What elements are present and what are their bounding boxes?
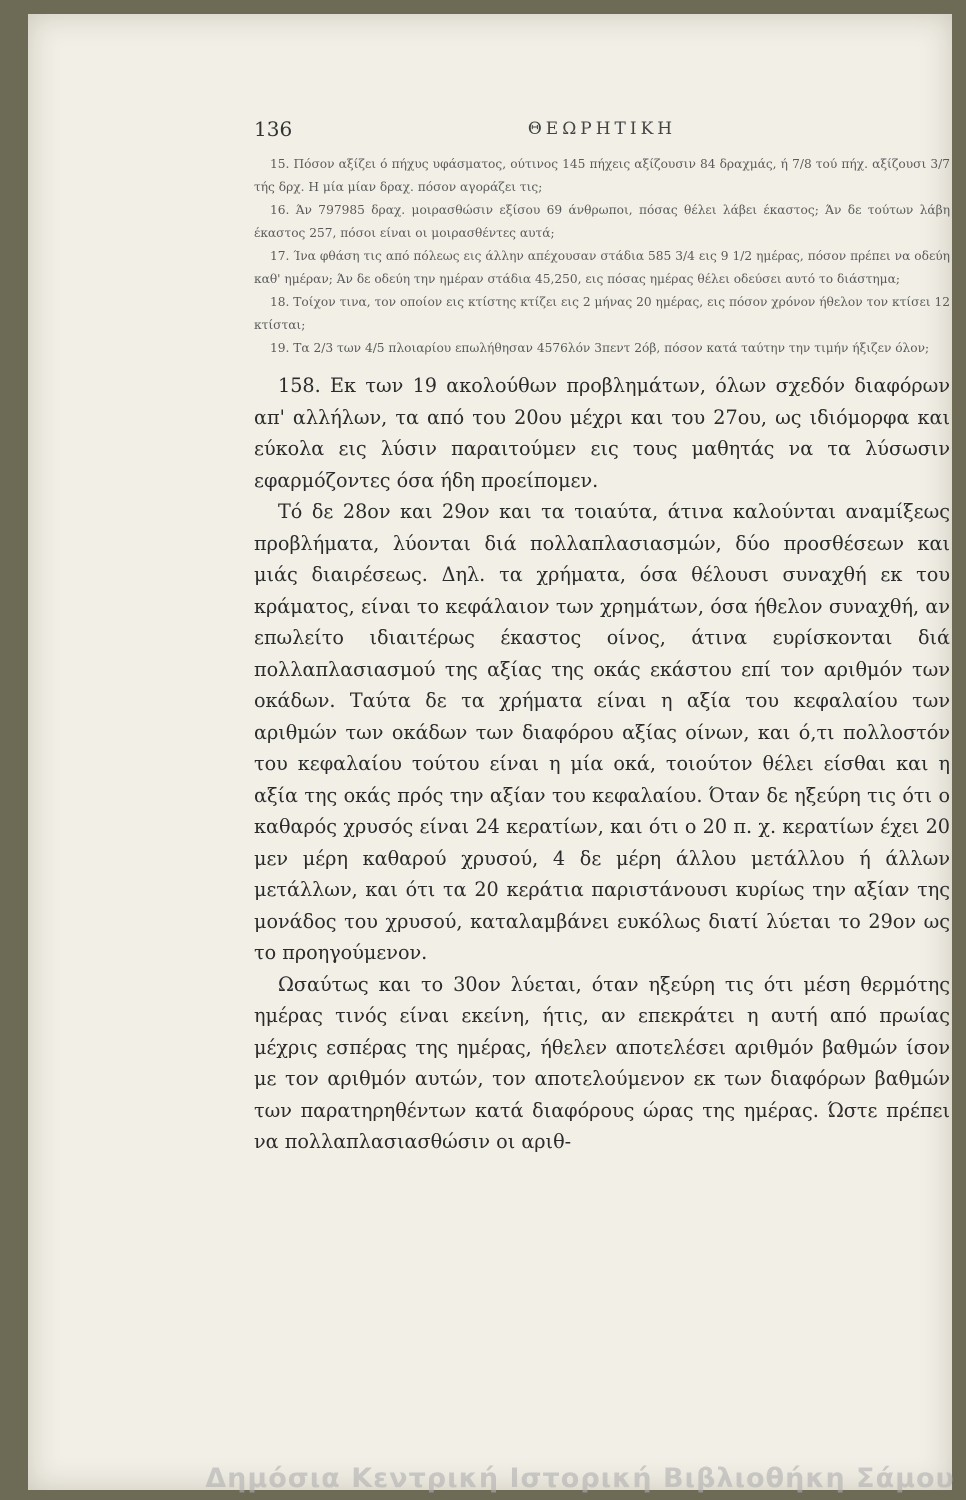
page-number: 136 — [254, 117, 293, 141]
paragraph-158: 158. Εκ των 19 ακολούθων προβλημάτων, όλων σχεδόν διαφόρων απ' αλλήλων, τα από του 20ου μέχρι και του 27ου, ως ιδιόμορφα και εύκολα εις λύσιν παραιτούμεν εις τους μαθητάς να τα λύσωσιν εφαρμόζοντες όσα ήδη προείπομεν. — [254, 374, 950, 492]
exercise-15: 15. Πόσον αξίζει ό πήχυς υφάσματος, ούτινος 145 πήχεις αξίζουσιν 84 δραχμάς, ή 7/8 τού πήχ. αξίζουσι 3/7 τής δρχ. Η μία μίαν δραχ. πόσον αγοράζει τις; — [254, 157, 950, 194]
page-header — [254, 117, 950, 153]
exercise-17: 17. Ίνα φθάση τις από πόλεως εις άλλην απέχουσαν στάδια 585 3/4 εις 9 1/2 ημέρας, πόσον πρέπει να οδεύη καθ' ημέραν; Άν δε οδεύη την ημέραν στάδια 45,250, εις πόσας ημέρας θέλει οδεύσει αυτό το διάστημα; — [254, 249, 950, 286]
exercise-18: 18. Τοίχον τινα, τον οποίον εις κτίστης κτίζει εις 2 μήνας 20 ημέρας, εις πόσον χρόνον ήθελον τον κτίσει 12 κτίσται; — [254, 295, 950, 332]
page-content — [254, 117, 950, 1158]
paragraph-temperature: Ωσαύτως και το 30ον λύεται, όταν ηξεύρη τις ότι μέση θερμότης ημέρας τινός είναι εκείνη, ήτις, αν επεκράτει η αυτή από πρωίας μέχρις εσπέρας της ημέρας, ήθελεν αποτελέσει αριθμόν βαθμών ίσον με τον αριθμόν αυτών, τον αποτελούμενον εκ των διαφόρων βαθμών των παρατηρηθέντων κατά διαφόρους ώρας της ημέρας. Ώστε πρέπει να πολλαπλασιασθώσιν οι αριθ- — [254, 972, 950, 1153]
exercise-list — [254, 153, 950, 360]
library-watermark: Δημόσια Κεντρική Ιστορική Βιβλιοθήκη Σάμου — [205, 1463, 955, 1494]
exercise-19: 19. Τα 2/3 των 4/5 πλοιαρίου επωλήθησαν 4576λόν 3πεντ 2όβ, πόσον κατά ταύτην την τιμήν ήξιζεν όλον; — [270, 341, 930, 355]
running-title: ΘΕΩΡΗΤΙΚΗ — [527, 119, 677, 139]
exercise-16: 16. Άν 797985 δραχ. μοιρασθώσιν εξίσου 69 άνθρωποι, πόσας θέλει λάβει έκαστος; Άν δε τούτων λάβη έκαστος 257, πόσοι είναι οι μοιρασθέντες αυτά; — [254, 203, 950, 240]
paragraph-mixing-problems: Τό δε 28ον και 29ον και τα τοιαύτα, άτινα καλούνται αναμίξεως προβλήματα, λύονται διά πολλαπλασιασμών, δύο προσθέσεων και μιάς διαιρέσεως. Δηλ. τα χρήματα, όσα θέλουσι συναχθή εκ του κράματος, είναι το κεφάλαιον των χρημάτων, όσα ήθελον συναχθή, αν επωλείτο ιδιαιτέρως έκαστος οίνος, άτινα ευρίσκονται διά πολλαπλασιασμού της αξίας της οκάς εκάστου επί τον αριθμόν των οκάδων. Ταύτα δε τα χρήματα είναι η αξία του κεφαλαίου των αριθμών των οκάδων των διαφόρου αξίας οίνων, και ό,τι πολλοστόν του κεφαλαίου τούτου είναι η μία οκά, τοιούτον θέλει είσθαι και η αξία της οκάς πρός την αξίαν του κεφαλαίου. Όταν δε ηξεύρη τις ότι ο καθαρός χρυσός είναι 24 κερατίων, και ότι ο 20 π. χ. κερατίων έχει 20 μεν μέρη καθαρού χρυσού, 4 δε μέρη άλλου μετάλλου ή άλλων μετάλλων, και ότι τα 20 κεράτια παριστάνουσι κυρίως την αξίαν της μονάδος του χρυσού, καταλαμβάνει ευκόλως διατί λύεται το 29ον ως το προηγούμενον. — [254, 500, 950, 964]
main-text — [254, 370, 950, 1158]
